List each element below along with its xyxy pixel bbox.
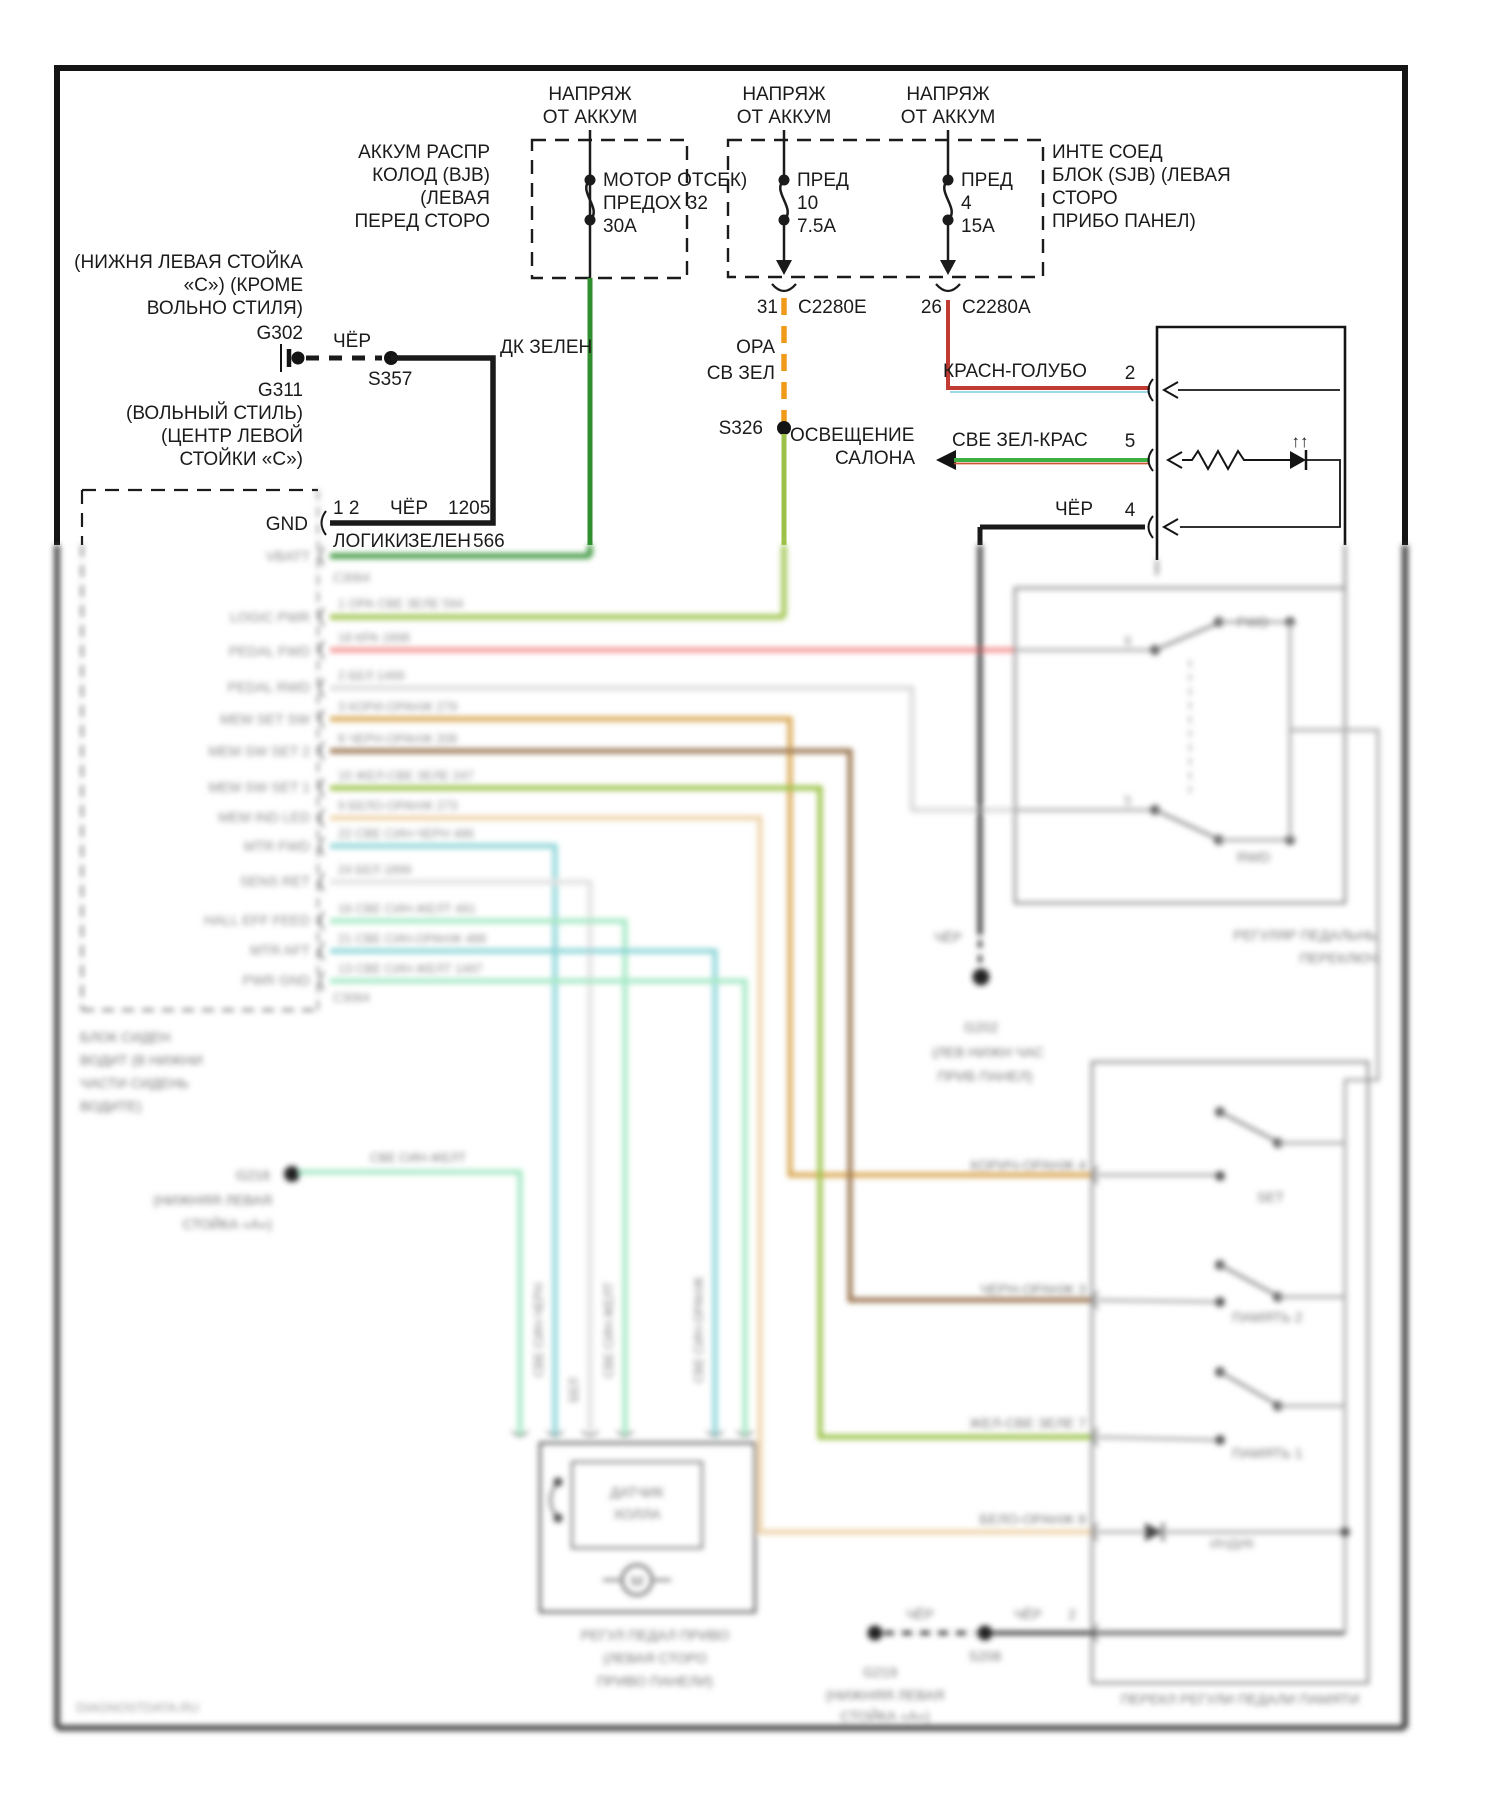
g219-dot [868, 1626, 883, 1641]
memory-box-label: ПЕРЕКЛ РЕГУЛИ ПЕДАЛИ ПАМЯТИ [1120, 1691, 1360, 1707]
pin-mtr-aft: MTR AFT [250, 942, 310, 958]
sw-rwd-blade [1155, 810, 1216, 838]
pin-pwr-gnd: PWR GND [242, 972, 310, 988]
g202-label-2: ПРИБ ПАНЕЛ) [937, 1068, 1033, 1084]
feed3-line1: НАПРЯЖ [906, 84, 990, 105]
module-connector-bottom: C3064 [333, 991, 370, 1005]
pin2-number: 2 [1124, 363, 1136, 384]
sjb-label-4: ПРИБО ПАНЕЛ) [1052, 211, 1196, 232]
fwd-label: FWD [1237, 614, 1269, 630]
connector-26-bracket [936, 284, 960, 291]
wire-g216-label: СВЕ СИН-ЖЕЛТ [370, 1151, 467, 1165]
fuse3-arrow-icon [940, 260, 956, 275]
wire-ora-label-1: ОРА [736, 337, 775, 358]
mem2-row-wire [1092, 1300, 1216, 1302]
g302-label-2: «С») (КРОМЕ [183, 275, 303, 296]
vbatt-row-c: 566 [473, 531, 505, 552]
bus-to-memory-box [1290, 730, 1378, 1633]
wlabel-mtr-fwd: 22 СВЕ СИН-ЧЕРН 486 [338, 827, 475, 841]
fwd-rwd-box [1015, 588, 1345, 903]
fuse3-label-3: 15A [961, 216, 995, 237]
feed2-line2: ОТ АККУМ [736, 107, 832, 128]
g216-label-2: СТОЙКА «А») [182, 1216, 272, 1232]
wlabel-mem-sw-set1: 15 ЖЕЛ-СВЕ ЗЕЛЕ 247 [338, 769, 474, 783]
g219-pin: 2 [1068, 1606, 1076, 1622]
salon-label-1: ОСВЕЩЕНИЕ [790, 425, 915, 446]
memory-led-icon [1145, 1523, 1163, 1541]
g219-wire1-label: ЧЁР [905, 1606, 935, 1622]
motor-letter: M [630, 1573, 644, 1590]
g219-name: G219 [862, 1664, 898, 1680]
rot-label-sve-sin-chern: СВЕ СИН-ЧЕРН [532, 1282, 546, 1378]
set-sw-blade [1220, 1112, 1276, 1141]
fuse1-label-1: МОТОР ОТСЕК) [603, 170, 748, 191]
wlabel-logic-pwr: 1 ОРА СВЕ ЗЕЛЕ 594 [338, 597, 464, 611]
fuse1-label-2: ПРЕДОХ 32 [603, 193, 708, 214]
g216-name: G216 [235, 1167, 270, 1183]
bjb-label-1: АККУМ РАСПР [358, 142, 490, 163]
g302-name: G302 [256, 323, 303, 344]
fuse2-label-2: 10 [797, 193, 819, 214]
mem1-label: ПАМЯТЬ 1 [1232, 1445, 1303, 1461]
pedal-drive-label-3: ПРИВО ПАНЕЛИ) [597, 1673, 713, 1689]
feed2-line1: НАПРЯЖ [742, 84, 826, 105]
gnd-pin-name: GND [265, 514, 308, 535]
offpage-arrow-icon [936, 450, 956, 470]
bjb-label-4: ПЕРЕД СТОРО [354, 211, 490, 232]
led-arrows-icon: ↑↑ [1291, 432, 1309, 451]
pedal-drive-label-1: РЕГУЛ ПЕДАЛ ПРИВО [580, 1627, 730, 1643]
vbatt-row-b: ЗЕЛЕН [408, 531, 472, 552]
g202-dot [973, 969, 990, 986]
pin-pedal-fwd: PEDAL FWD [228, 643, 310, 659]
pin-hall-eff-feed: HALL EFF FEED [203, 912, 310, 928]
pedal-drive-label-2: (ЛЕВАЯ СТОРО [603, 1650, 707, 1666]
led-bus-dot [1340, 1527, 1350, 1537]
vbatt-row-a: ЛОГИКИ [333, 531, 409, 552]
wire-krasn-label: КРАСН-ГОЛУБО [943, 361, 1087, 382]
connector-31-bracket [772, 284, 796, 291]
hall-sensor-box [572, 1462, 702, 1548]
g311-label-2: (ВОЛЬНЫЙ СТИЛЬ) [126, 403, 303, 424]
mem1-row-dot [1215, 1435, 1225, 1445]
pedal-switch-box-top [1157, 327, 1345, 560]
memory-led-label: ИНДИК [1210, 1536, 1255, 1551]
feed3-line2: ОТ АККУМ [900, 107, 996, 128]
connector-31-name: C2280E [798, 297, 867, 318]
module-pin-brackets [320, 547, 324, 990]
pin2-arrow-icon [1164, 382, 1178, 398]
memory-switch-box [1092, 1062, 1368, 1683]
pin-logic-pwr: LOGIC PWR [229, 609, 310, 625]
pin-vbatt: VBATT [265, 548, 310, 564]
set-label: SET [1257, 1189, 1285, 1205]
module-label-4: ВОДИТЕ) [80, 1098, 142, 1114]
hall-label-1: ДАТЧИК [610, 1484, 664, 1500]
wlabel-hall: 16 СВЕ СИН-ЖЕЛТ 491 [338, 902, 476, 916]
pin-mem-set-sw: MEM SET SW [220, 711, 310, 727]
pin-mem-sw-set2: MEM SW SET 2 [208, 743, 310, 759]
mem1-sw-blade [1220, 1372, 1276, 1404]
memory-box-pin-brackets [1094, 1166, 1098, 1642]
connector-31-pin: 31 [756, 297, 778, 318]
pin-mem-ind-led: MEM IND LED [218, 809, 310, 825]
watermark: DIAGNOSTDATA.RU [76, 1700, 200, 1715]
sjb-label-2: БЛОК (SJB) (ЛЕВАЯ [1052, 165, 1231, 186]
fuse3-label-2: 4 [961, 193, 972, 214]
hall-label-2: ХОЛЛА [613, 1506, 661, 1522]
salon-label-2: САЛОНА [835, 448, 916, 469]
mem2-row-dot [1215, 1297, 1225, 1307]
splice-s208-label: S208 [968, 1648, 1002, 1664]
wlabel-pedal-rwd: 2 БЕЛ 1499 [338, 669, 405, 683]
sw-fwd-blade [1155, 624, 1216, 650]
g311-label-3: (ЦЕНТР ЛЕВОЙ [161, 426, 303, 447]
fuse2-element [780, 180, 788, 220]
gnd-pin-numbers: 1 2 [333, 498, 360, 519]
g219-wire2-label: ЧЁР [1013, 1606, 1043, 1622]
blur-layer [57, 490, 1405, 1728]
wire-cher4-label: ЧЁР [1055, 499, 1094, 520]
g311-name: G311 [257, 380, 303, 401]
wlabel-pwr-gnd: 13 СВЕ СИН-ЖЕЛТ 1497 [338, 962, 483, 976]
memrow-label-1: КОРИЧ-ОРАНЖ 4 [970, 1157, 1086, 1173]
pin-pedal-rwd: PEDAL RWD [227, 679, 310, 695]
memrow-label-2: ЧЕРН-ОРАНЖ 3 [979, 1281, 1086, 1297]
gnd-wire-color: ЧЁР [390, 498, 429, 519]
feed1-line2: ОТ АККУМ [542, 107, 638, 128]
pin5-arrow-icon [1168, 452, 1182, 468]
memrow-label-4: БЕЛО-ОРАНЖ 8 [979, 1511, 1086, 1527]
mem2-label: ПАМЯТЬ 2 [1232, 1309, 1303, 1325]
wire-dk-green-label: ДК ЗЕЛЕН [500, 337, 593, 358]
wire-hall-feed [330, 921, 625, 1437]
resistor-icon [1182, 451, 1290, 469]
g202-name: G202 [963, 1019, 999, 1035]
module-connector-top: C3064 [333, 571, 370, 585]
g311-label-4: СТОЙКИ «С») [179, 449, 303, 470]
pin4-arrow-icon [1164, 519, 1178, 535]
set-row-dot [1215, 1171, 1225, 1181]
ground-dot [292, 352, 305, 365]
g302-label-1: (НИЖНЯ ЛЕВАЯ СТОЙКА [74, 252, 303, 273]
pin4-number: 4 [1124, 500, 1136, 521]
wire-g216-mint [300, 1172, 520, 1437]
rot-label-sve-sin-oranzh: СВЕ СИН-ОРАНЖ [692, 1276, 706, 1384]
rot-label-bel: БЕЛ [567, 1377, 581, 1403]
fuse2-label-3: 7.5A [797, 216, 837, 237]
g219-label-1: (НИЖНЯЯ ЛЕВАЯ [825, 1687, 945, 1703]
pin-mtr-fwd: MTR FWD [243, 838, 310, 854]
sw-pin-fwd: 6 [1124, 633, 1132, 648]
wire-ora-label-2: СВ ЗЕЛ [706, 363, 775, 384]
gnd-pin-bracket [322, 511, 327, 535]
wlabel-mtr-aft: 21 СВЕ СИН-ОРАНЖ 488 [338, 932, 487, 946]
mem1-row-wire [1092, 1437, 1216, 1440]
fuse3-label-1: ПРЕД [961, 170, 1013, 191]
fuse2-arrow-icon [776, 260, 792, 275]
splice-s208-dot [978, 1626, 993, 1641]
lamp-internal-return-wire [1180, 460, 1340, 527]
fuse3-element [944, 180, 952, 220]
wire-svezel-label: СВЕ ЗЕЛ-КРАС [952, 430, 1088, 451]
pedal-switch-pin-brackets [1149, 379, 1154, 538]
rwd-label: RWD [1237, 849, 1271, 865]
sharp-layer [57, 68, 1405, 560]
sw-box-label-2: ПЕРЕКЛЮЧ [1299, 950, 1378, 966]
splice-s326-label: S326 [718, 418, 763, 439]
splice-s326-dot [777, 421, 791, 435]
sw-box-label-1: РЕГУЛЯР ПЕДАЛЬНЫ [1233, 927, 1380, 943]
wlabel-mem-sw-set2: 8 ЧЕРН-ОРАНЖ 208 [338, 732, 458, 746]
fuse2-label-1: ПРЕД [797, 170, 849, 191]
g202-wire-label: ЧЁР [933, 929, 962, 945]
wlabel-mem-ind-led: 9 БЕЛО-ОРАНЖ 273 [338, 799, 458, 813]
g216-label-1: (НИЖНЯЯ ЛЕВАЯ [153, 1192, 272, 1208]
feed1-line1: НАПРЯЖ [548, 84, 632, 105]
wlabel-sens-ret: 24 БЕЛ 1899 [338, 863, 412, 877]
connector-26-pin: 26 [920, 297, 942, 318]
mem2-sw-blade [1220, 1265, 1276, 1295]
memrow-label-3: ЖЕЛ-СВЕ ЗЕЛЕ 7 [969, 1415, 1086, 1431]
sw-pin-rwd: 5 [1124, 793, 1132, 808]
module-label-3: ЧАСТИ СИДЕНЬ [80, 1075, 189, 1091]
bjb-label-3: (ЛЕВАЯ [420, 188, 490, 209]
splice-s357-label: S357 [368, 369, 413, 390]
gnd-circuit: 1205 [448, 498, 491, 519]
sjb-label-1: ИНТЕ СОЕД [1052, 142, 1163, 163]
module-label-1: БЛОК СИДЕН [80, 1029, 171, 1045]
rot-label-sve-sin-zhelt: СВЕ СИН-ЖЕЛТ [602, 1281, 616, 1379]
led-diode-icon [1290, 451, 1306, 469]
sjb-box [728, 140, 1043, 277]
module-label-2: ВОДИТ (В НИЖНИ [80, 1052, 203, 1068]
g202-label-1: (ЛЕВ НИЖН ЧАС [932, 1044, 1044, 1060]
wlabel-mem-set-sw: 3 КОРИ-ОРАНЖ 279 [338, 700, 458, 714]
bjb-label-2: КОЛОД (BJB) [372, 165, 490, 186]
g219-label-2: СТОЙКА «А») [840, 1708, 930, 1724]
pin-sens-ret: SENS RET [239, 873, 310, 889]
hall-pin-arc [551, 1482, 559, 1518]
fuse1-label-3: 30A [603, 216, 637, 237]
wire-cher-label: ЧЁР [332, 331, 372, 352]
g216-dot [284, 1166, 300, 1182]
pin5-number: 5 [1124, 431, 1136, 452]
connector-26-name: C2280A [962, 297, 1031, 318]
pin-mem-sw-set1: MEM SW SET 1 [208, 779, 310, 795]
sjb-label-3: СТОРО [1052, 188, 1118, 209]
wlabel-pedal-fwd: 18 КРА 1898 [338, 631, 410, 645]
g302-label-3: ВОЛЬНО СТИЛЯ) [146, 298, 303, 319]
